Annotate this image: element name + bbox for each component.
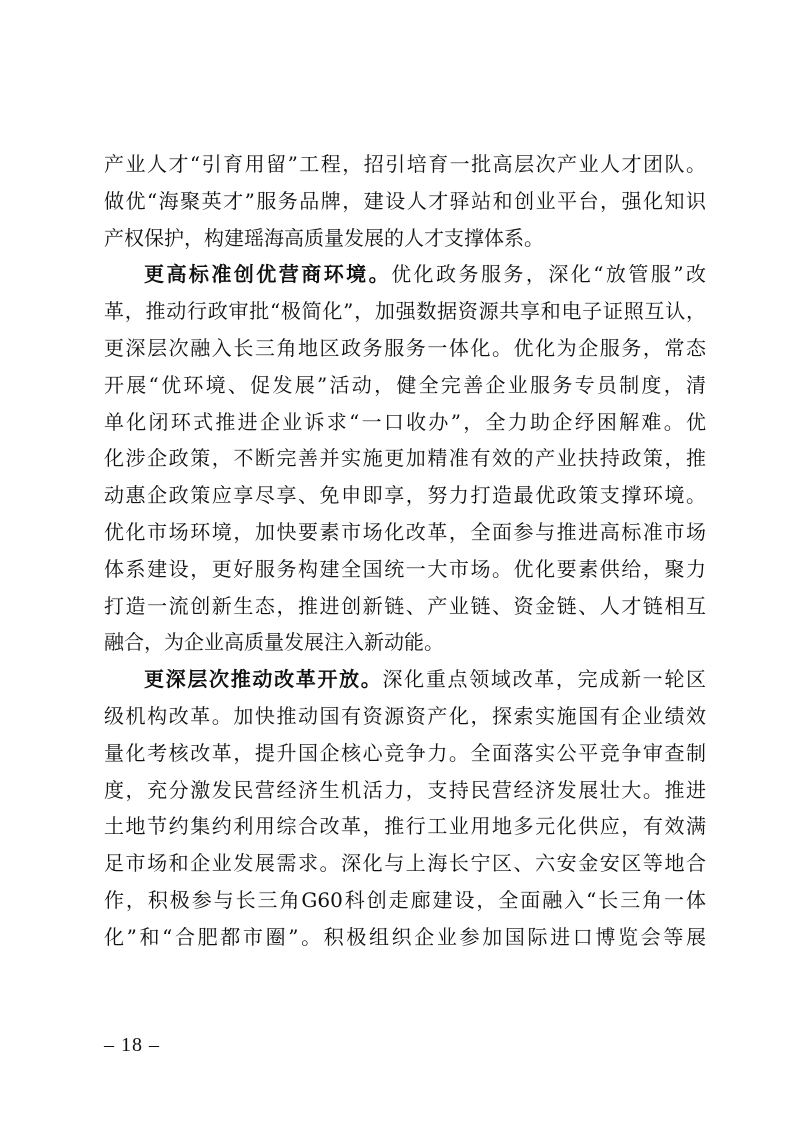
text-line: 更深层次融入长三角地区政务服务一体化。优化为企服务，常态 bbox=[104, 335, 706, 360]
text-line: 体系建设，更好服务构建全国统一大市场。优化要素供给，聚力 bbox=[104, 556, 706, 581]
text-run: 深化重点领域改革，完成新一轮区 bbox=[382, 667, 706, 692]
text-line: 开展“优环境、促发展”活动，健全完善企业服务专员制度，清 bbox=[104, 372, 706, 397]
text-line: 产权保护，构建瑶海高质量发展的人才支撑体系。 bbox=[104, 225, 544, 250]
text-line: 量化考核改革，提升国企核心竞争力。全面落实公平竞争审查制 bbox=[104, 740, 706, 765]
text-line: 单化闭环式推进企业诉求“一口收办”，全力助企纾困解难。优 bbox=[104, 409, 706, 434]
text-line: 做优“海聚英才”服务品牌，建设人才驿站和创业平台，强化知识 bbox=[104, 188, 706, 213]
text-line: 打造一流创新生态，推进创新链、产业链、资金链、人才链相互 bbox=[104, 593, 706, 618]
text-line: 化涉企政策，不断完善并实施更加精准有效的产业扶持政策，推 bbox=[104, 446, 706, 471]
section-heading: 更高标准创优营商环境。 bbox=[144, 262, 392, 287]
paragraph-first-line bbox=[104, 661, 706, 698]
paragraph-first-line bbox=[104, 256, 706, 293]
text-line: 优化市场环境，加快要素市场化改革，全面参与推进高标准市场 bbox=[104, 519, 706, 544]
text-line: 足市场和企业发展需求。深化与上海长宁区、六安金安区等地合 bbox=[104, 851, 706, 876]
text-line: 化”和“合肥都市圈”。积极组织企业参加国际进口博览会等展 bbox=[104, 924, 706, 949]
text-line: 级机构改革。加快推动国有资源资产化，探索实施国有企业绩效 bbox=[104, 703, 706, 728]
text-line: 度，充分激发民营经济生机活力，支持民营经济发展壮大。推进 bbox=[104, 777, 706, 802]
text-line: 动惠企政策应享尽享、免申即享，努力打造最优政策支撑环境。 bbox=[104, 483, 706, 508]
text-line: 革，推动行政审批“极简化”，加强数据资源共享和电子证照互认， bbox=[104, 299, 706, 324]
text-line: 产业人才“引育用留”工程，招引培育一批高层次产业人才团队。 bbox=[104, 152, 706, 176]
body-text bbox=[104, 146, 706, 956]
text-run: 优化政务服务，深化“放管服”改 bbox=[391, 262, 706, 287]
section-heading: 更深层次推动改革开放。 bbox=[144, 667, 383, 692]
page-number: – 18 – bbox=[104, 1034, 160, 1056]
text-line: 作，积极参与长三角G60科创走廊建设，全面融入“长三角一体 bbox=[104, 887, 706, 912]
text-line: 土地节约集约利用综合改革，推行工业用地多元化供应，有效满 bbox=[104, 814, 706, 839]
text-line: 融合，为企业高质量发展注入新动能。 bbox=[104, 630, 444, 655]
